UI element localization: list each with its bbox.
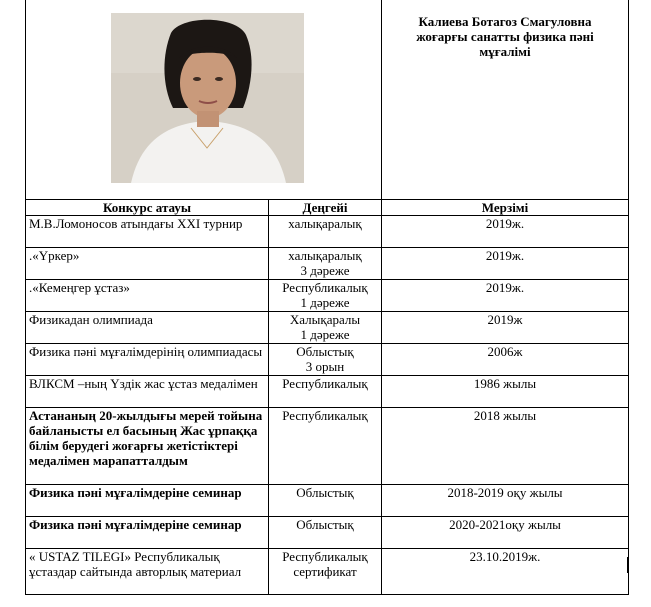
table-row [26, 216, 629, 248]
table-row [26, 376, 629, 408]
contest-level: Облыстық 3 орын [269, 344, 382, 376]
contest-name: Физика пәні мұғалімдеріне семинар [26, 485, 269, 517]
contest-date: 2019ж. [382, 216, 629, 248]
contest-date: 2019ж. [382, 280, 629, 312]
contest-date: 2006ж [382, 344, 629, 376]
teacher-photo [111, 13, 304, 183]
contest-name: Физикадан олимпиада [26, 312, 269, 344]
contest-date: 2019ж. [382, 248, 629, 280]
contest-name: М.В.Ломоносов атындағы XXI турнир [26, 216, 269, 248]
contest-date: 1986 жылы [382, 376, 629, 408]
table-row [26, 517, 629, 549]
contest-date: 2020-2021оқу жылы [382, 517, 629, 549]
contest-name: ВЛКСМ –ның Үздік жас ұстаз медалімен [26, 376, 269, 408]
contest-name: Физика пәні мұғалімдеріне семинар [26, 517, 269, 549]
contest-level: Республикалық сертификат [269, 549, 382, 595]
contest-level: Облыстық [269, 485, 382, 517]
table-row [26, 248, 629, 280]
contest-level: Республикалық [269, 376, 382, 408]
contest-date: 2018 жылы [382, 408, 629, 485]
col-header-date: Мерзімі [382, 200, 629, 216]
teacher-name: Калиева Ботагоз Смагуловна [418, 14, 592, 29]
contest-date: 23.10.2019ж. [382, 549, 629, 595]
contest-name: Астананың 20-жылдығы мерей тойына байланысты ел басының Жас ұрпаққа білім берудегі жоғарғы жетістіктері медалімен марапатталдым [26, 408, 269, 485]
contest-name: .«Үркер» [26, 248, 269, 280]
contest-level: Республикалық 1 дәреже [269, 280, 382, 312]
contest-date: 2019ж [382, 312, 629, 344]
contest-name: .«Кемеңгер ұстаз» [26, 280, 269, 312]
contest-level: халықаралық [269, 216, 382, 248]
text-cursor [627, 557, 629, 573]
table-row [26, 408, 629, 485]
achievements-table [25, 0, 629, 595]
table-row [26, 485, 629, 517]
table-row [26, 549, 629, 595]
col-header-contest: Конкурс атауы [26, 200, 269, 216]
contest-name: Физика пәні мұғалімдерінің олимпиадасы [26, 344, 269, 376]
photo-cell [26, 0, 382, 200]
contest-name: « USTAZ TILEGI» Республикалық ұстаздар сайтында авторлық материал [26, 549, 269, 595]
teacher-title-cont: мұғалімі [479, 44, 531, 59]
col-header-level: Деңгейі [269, 200, 382, 216]
table-row [26, 280, 629, 312]
contest-level: Республикалық [269, 408, 382, 485]
contest-level: Халықаралы 1 дәреже [269, 312, 382, 344]
contest-level: Облыстық [269, 517, 382, 549]
table-row [26, 344, 629, 376]
table-row [26, 312, 629, 344]
column-header-row [26, 200, 629, 216]
teacher-title: жоғарғы санатты физика пәні [416, 29, 594, 44]
teacher-name-cell [382, 0, 629, 200]
profile-row [26, 0, 629, 200]
contest-level: халықаралық 3 дәреже [269, 248, 382, 280]
contest-date: 2018-2019 оқу жылы [382, 485, 629, 517]
